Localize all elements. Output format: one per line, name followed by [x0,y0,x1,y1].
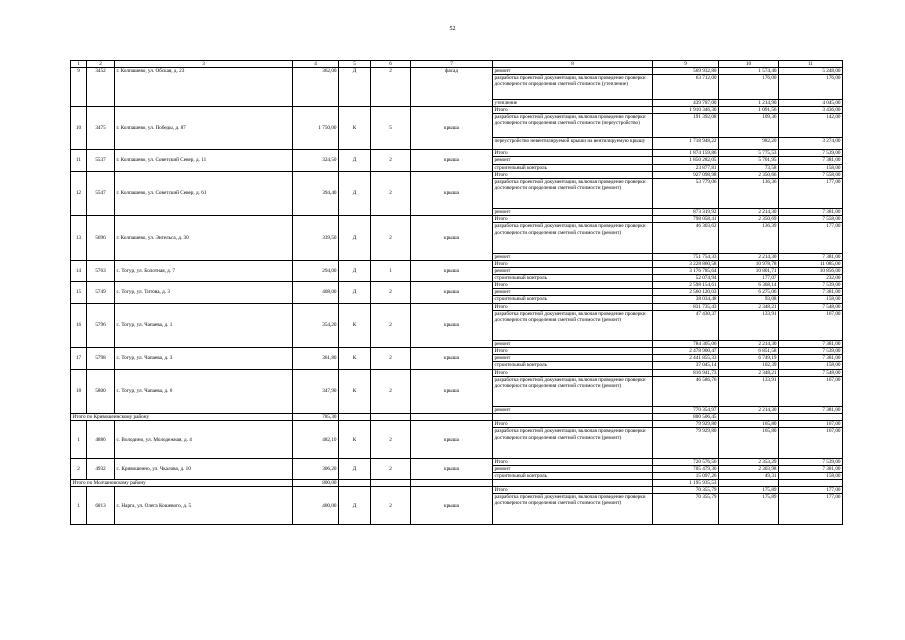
cost-value: 7 539,00 [779,150,843,157]
cost-value: 7 558,00 [779,171,843,178]
cost-value: 7 381,00 [779,209,843,216]
work-type: крыша [411,106,493,150]
wall-material: Д [339,487,371,525]
cost-item-label: Итого [493,106,653,113]
cost-value: 7 548,00 [779,303,843,310]
table-row [71,348,843,355]
table-row [71,216,843,223]
house-area: 339,50 [293,216,339,261]
cost-item-label: Итого [493,303,653,310]
cost-value: 167,00 [779,310,843,341]
house-id: 5798 [87,348,115,369]
row-number: 13 [71,216,87,261]
district-total-value [719,480,779,487]
wall-material: Д [339,261,371,282]
house-address: с. Тогур, ул. Титова, д. 3 [115,282,293,303]
wall-material: Д [339,68,371,107]
cost-item-label: разработка проектной документации, включая проведение проверки достоверности определения сметной стоимости (ремонт) [493,223,653,254]
cost-value: 7 539,00 [779,282,843,289]
cost-value: 93,08 [719,296,779,303]
house-id: 5696 [87,216,115,261]
cost-value: 47 430,37 [653,310,719,341]
empty-cell [411,414,493,421]
wall-material: Д [339,282,371,303]
cost-item-label: ремонт [493,355,653,362]
cost-item-label: ремонт [493,68,653,75]
table-row [71,458,843,465]
wall-material: Д [339,458,371,479]
district-total-value: 1 195 935,53 [653,480,719,487]
cost-value: 136,36 [719,178,779,209]
cost-value: 46 303,62 [653,223,719,254]
cost-value: 7 381,00 [779,157,843,164]
district-total-value [719,414,779,421]
cost-value: 2 348,21 [719,303,779,310]
cost-value: 175,89 [719,487,779,494]
empty-cell [339,480,371,487]
wall-material: Д [339,171,371,216]
cost-item-label: ремонт [493,209,653,216]
work-type: крыша [411,348,493,369]
house-address: с. Нарга, ул. Олега Кошевого, д. 5 [115,487,293,525]
row-number: 1 [71,487,87,525]
cost-item-label: Итого [493,150,653,157]
cost-value: 10 801,71 [719,268,779,275]
empty-cell [371,414,411,421]
house-id: 3475 [87,106,115,150]
house-id: 5800 [87,369,115,414]
cost-value: 11 085,00 [779,261,843,268]
house-area: 347,90 [293,369,339,414]
cost-item-label: ремонт [493,289,653,296]
house-id: 5547 [87,171,115,216]
cost-value: 63 712,00 [653,75,719,99]
cost-value: 1 850 282,05 [653,157,719,164]
cost-value: 167,00 [779,376,843,407]
cost-value: 770 354,97 [653,407,719,414]
cost-value: 816 941,73 [653,369,719,376]
column-header-5: 5 [339,61,371,68]
cost-value: 3 436,00 [779,106,843,113]
cost-value: 2 598 154,61 [653,282,719,289]
cost-value: 177,00 [779,178,843,209]
row-number: 9 [71,68,87,107]
cost-value: 2 560 120,03 [653,289,719,296]
column-header-4: 4 [293,61,339,68]
cost-value: 15 097,26 [653,473,719,480]
cost-value: 177,00 [779,494,843,525]
floors-count: 2 [371,303,411,348]
column-header-2: 2 [87,61,115,68]
cost-value: 5 775,53 [719,150,779,157]
district-total-label: Итого по Кривошеинскому району [71,414,293,421]
cost-value: 175,89 [719,494,779,525]
cost-value: 3 228 860,58 [653,261,719,268]
cost-value: 3 176 785,64 [653,268,719,275]
column-header-1: 1 [71,61,87,68]
floors-count: 1 [371,261,411,282]
floors-count: 2 [371,216,411,261]
cost-value: 158,00 [779,362,843,369]
cost-item-label: переустройство невентилируемой крыши на вентилируемую крышу [493,138,653,150]
cost-item-label: строительный контроль [493,473,653,480]
cost-value: 142,00 [779,113,843,137]
floors-count: 2 [371,68,411,107]
work-type: крыша [411,171,493,216]
house-id: 4886 [87,421,115,459]
cost-item-label: Итого [493,369,653,376]
cost-item-label: ремонт [493,157,653,164]
house-id: 5763 [87,261,115,282]
house-address: с. Тогур, ул. Болотная, д. 7 [115,261,293,282]
table-row [71,150,843,157]
house-area: 482,10 [293,421,339,459]
wall-material: К [339,369,371,414]
header-row [71,61,843,68]
house-id: 6813 [87,487,115,525]
house-area: 294,00 [293,261,339,282]
work-type: крыша [411,487,493,525]
district-total-value [779,480,843,487]
cost-item-label: Итого [493,348,653,355]
empty-cell [339,414,371,421]
cost-item-label: строительный контроль [493,164,653,171]
cost-value: 7 539,00 [779,458,843,465]
cost-item-label: ремонт [493,466,653,473]
house-address: г. Колпашево, ул. Обская, д. 23 [115,68,293,107]
cost-item-label: Итого [493,487,653,494]
house-address: г. Колпашево, ул. Советский Север, д. 61 [115,171,293,216]
cost-value: 5 701,95 [719,157,779,164]
cost-value: 133,91 [719,376,779,407]
house-area: 306,20 [293,458,339,479]
cost-value: 1 214,90 [719,99,779,106]
cost-value: 2 214,30 [719,209,779,216]
house-area: 361,80 [293,348,339,369]
floors-count: 2 [371,487,411,525]
cost-value: 158,00 [779,296,843,303]
cost-value: 232,00 [779,275,843,282]
work-type: крыша [411,303,493,348]
floors-count: 2 [371,369,411,414]
cost-value: 7 558,00 [779,216,843,223]
house-address: с. Кривошеино, ул. Чкалова, д. 10 [115,458,293,479]
cost-value: 751 754,33 [653,253,719,260]
cost-value: 49,31 [719,473,779,480]
floors-count: 2 [371,348,411,369]
wall-material: К [339,106,371,150]
floors-count: 2 [371,150,411,171]
cost-item-label: строительный контроль [493,275,653,282]
cost-value: 784 305,06 [653,341,719,348]
work-type: крыша [411,216,493,261]
cost-value: 2 353,29 [719,458,779,465]
table-row [71,369,843,376]
cost-value: 7 381,00 [779,466,843,473]
house-address: с. Тогур, ул. Чапаева, д. 6 [115,369,293,414]
row-number: 15 [71,282,87,303]
cost-value: 2 214,30 [719,341,779,348]
cost-value: 102,39 [719,362,779,369]
table-row [71,421,843,428]
cost-value: 1 574,40 [719,68,779,75]
cost-value: 3 274,00 [779,138,843,150]
cost-value: 6 851,58 [719,348,779,355]
empty-cell [493,414,653,421]
table-row [71,261,843,268]
cost-item-label: Итого [493,261,653,268]
cost-value: 10 856,00 [779,268,843,275]
wall-material: К [339,348,371,369]
cost-item-label: ремонт [493,341,653,348]
cost-value: 873 319,92 [653,209,719,216]
cost-value: 5 248,00 [779,68,843,75]
column-header-8: 8 [493,61,653,68]
work-type: крыша [411,150,493,171]
cost-item-label: Итого [493,421,653,428]
cost-value: 439 787,00 [653,99,719,106]
work-type: крыша [411,282,493,303]
cost-value: 569 932,80 [653,68,719,75]
cost-item-label: разработка проектной документации, включая проведение проверки достоверности определения сметной стоимости (переустройство) [493,113,653,137]
cost-item-label: Итого [493,458,653,465]
district-total-value [779,414,843,421]
house-address: с. Тогур, ул. Чапаева, д. 3 [115,348,293,369]
cost-value: 136,39 [719,223,779,254]
floors-count: 2 [371,421,411,459]
cost-item-label: разработка проектной документации, включая проведение проверки достоверности определения сметной стоимости (ремонт) [493,428,653,459]
cost-item-label: Итого [493,171,653,178]
house-area: 394,40 [293,171,339,216]
cost-value: 37 045,14 [653,362,719,369]
cost-value: 7 381,00 [779,341,843,348]
column-header-6: 6 [371,61,411,68]
wall-material: Д [339,216,371,261]
empty-cell [493,480,653,487]
cost-item-label: утепление [493,99,653,106]
cost-value: 158,00 [779,473,843,480]
table-row [71,282,843,289]
district-total-row [71,414,843,421]
house-area: 1 750,00 [293,106,339,150]
cost-value: 38 034,48 [653,296,719,303]
house-id: 4932 [87,458,115,479]
row-number: 12 [71,171,87,216]
cost-value: 10 978,78 [719,261,779,268]
column-header-3: 3 [115,61,293,68]
cost-item-label: ремонт [493,268,653,275]
cost-value: 79 929,80 [653,421,719,428]
cost-value: 2 303,98 [719,466,779,473]
house-area: 354,20 [293,303,339,348]
district-total-value: 800 506,45 [653,414,719,421]
district-total-area: 800,00 [293,480,339,487]
house-address: г. Колпашево, ул. Энгельса, д. 30 [115,216,293,261]
house-address: с. Володино, ул. Молодежная, д. 4 [115,421,293,459]
house-area: 324,50 [293,150,339,171]
cost-item-label: строительный контроль [493,362,653,369]
cost-value: 2 214,30 [719,407,779,414]
cost-value: 7 548,00 [779,369,843,376]
cost-value: 167,00 [779,428,843,459]
cost-value: 798 058,41 [653,216,719,223]
cost-value: 167,00 [779,421,843,428]
cost-value: 158,00 [779,164,843,171]
cost-item-label: Итого [493,216,653,223]
column-header-10: 10 [719,61,779,68]
floors-count: 2 [371,171,411,216]
cost-value: 52 074,94 [653,275,719,282]
cost-value: 79 929,80 [653,428,719,459]
wall-material: К [339,303,371,348]
cost-value: 1 910 346,30 [653,106,719,113]
row-number: 16 [71,303,87,348]
cost-value: 6 749,19 [719,355,779,362]
cost-value: 165,80 [719,428,779,459]
cost-value: 2 441 855,33 [653,355,719,362]
row-number: 10 [71,106,87,150]
cost-value: 70 355,79 [653,487,719,494]
floors-count: 5 [371,106,411,150]
cost-value: 7 381,00 [779,253,843,260]
cost-value: 7 381,00 [779,407,843,414]
work-type: крыша [411,421,493,459]
table-row [71,171,843,178]
table-row [71,303,843,310]
table-row [71,68,843,75]
empty-cell [371,480,411,487]
cost-value: 831 735,43 [653,303,719,310]
capital-repair-table [70,60,843,525]
cost-value: 191 392,08 [653,113,719,137]
cost-value: 133,91 [719,310,779,341]
cost-value: 7 381,00 [779,289,843,296]
row-number: 14 [71,261,87,282]
cost-item-label: разработка проектной документации, включая проведение проверки достоверности определения сметной стоимости (ремонт) [493,494,653,525]
work-type: фасад [411,68,493,107]
row-number: 2 [71,458,87,479]
floors-count: 2 [371,458,411,479]
cost-value: 176,00 [719,75,779,99]
work-type: крыша [411,458,493,479]
district-total-label: Итого по Молчановскому району [71,480,293,487]
work-type: крыша [411,261,493,282]
cost-value: 165,80 [719,421,779,428]
cost-value: 2 350,66 [719,171,779,178]
cost-value: 23 877,81 [653,164,719,171]
cost-value: 6 368,14 [719,282,779,289]
cost-value: 1 091,56 [719,106,779,113]
cost-value: 177,07 [719,275,779,282]
cost-value: 73,58 [719,164,779,171]
cost-item-label: ремонт [493,407,653,414]
row-number: 17 [71,348,87,369]
cost-value: 6 275,06 [719,289,779,296]
table-row [71,487,843,494]
house-address: г. Колпашево, ул. Победы, д. 87 [115,106,293,150]
cost-value: 70 355,79 [653,494,719,525]
cost-value: 2 214,30 [719,253,779,260]
cost-item-label: Итого [493,282,653,289]
cost-value: 720 576,56 [653,458,719,465]
page-number: 52 [449,26,456,32]
cost-value: 1 718 948,22 [653,138,719,150]
cost-value: 53 779,06 [653,178,719,209]
wall-material: Д [339,150,371,171]
cost-value: 7 539,00 [779,348,843,355]
house-address: г. Колпашево, ул. Советский Север, д. 11 [115,150,293,171]
cost-value: 1 874 159,86 [653,150,719,157]
cost-value: 982,20 [719,138,779,150]
empty-cell [411,480,493,487]
house-area: 362,00 [293,68,339,107]
cost-value: 2 478 900,47 [653,348,719,355]
cost-item-label: разработка проектной документации, включая проведение проверки достоверности определения сметной стоимости (ремонт) [493,376,653,407]
row-number: 18 [71,369,87,414]
cost-value: 927 098,98 [653,171,719,178]
column-header-7: 7 [411,61,493,68]
cost-value: 177,00 [779,487,843,494]
house-area: 408,00 [293,282,339,303]
column-header-11: 11 [779,61,843,68]
wall-material: К [339,421,371,459]
cost-value: 4 045,00 [779,99,843,106]
house-id: 5537 [87,150,115,171]
cost-value: 176,00 [779,75,843,99]
column-header-9: 9 [653,61,719,68]
district-total-row [71,480,843,487]
cost-item-label: разработка проектной документации, включая проведение проверки достоверности определения сметной стоимости (ремонт) [493,310,653,341]
cost-item-label: разработка проектной документации, включая проведение проверки достоверности определения сметной стоимости (утепление) [493,75,653,99]
cost-item-label: строительный контроль [493,296,653,303]
cost-value: 177,00 [779,223,843,254]
house-id: 5796 [87,303,115,348]
house-id: 3452 [87,68,115,107]
row-number: 11 [71,150,87,171]
table-row [71,106,843,113]
cost-value: 2 348,21 [719,369,779,376]
cost-value: 7 381,00 [779,355,843,362]
cost-value: 705 479,30 [653,466,719,473]
cost-value: 2 350,69 [719,216,779,223]
cost-item-label: разработка проектной документации, включая проведение проверки достоверности определения сметной стоимости (ремонт) [493,178,653,209]
cost-value: 109,36 [719,113,779,137]
house-id: 5749 [87,282,115,303]
cost-value: 46 586,76 [653,376,719,407]
work-type: крыша [411,369,493,414]
house-address: с. Тогур, ул. Чапаева, д. 1 [115,303,293,348]
floors-count: 2 [371,282,411,303]
row-number: 1 [71,421,87,459]
cost-item-label: ремонт [493,253,653,260]
district-total-area: 785,30 [293,414,339,421]
house-area: 400,00 [293,487,339,525]
